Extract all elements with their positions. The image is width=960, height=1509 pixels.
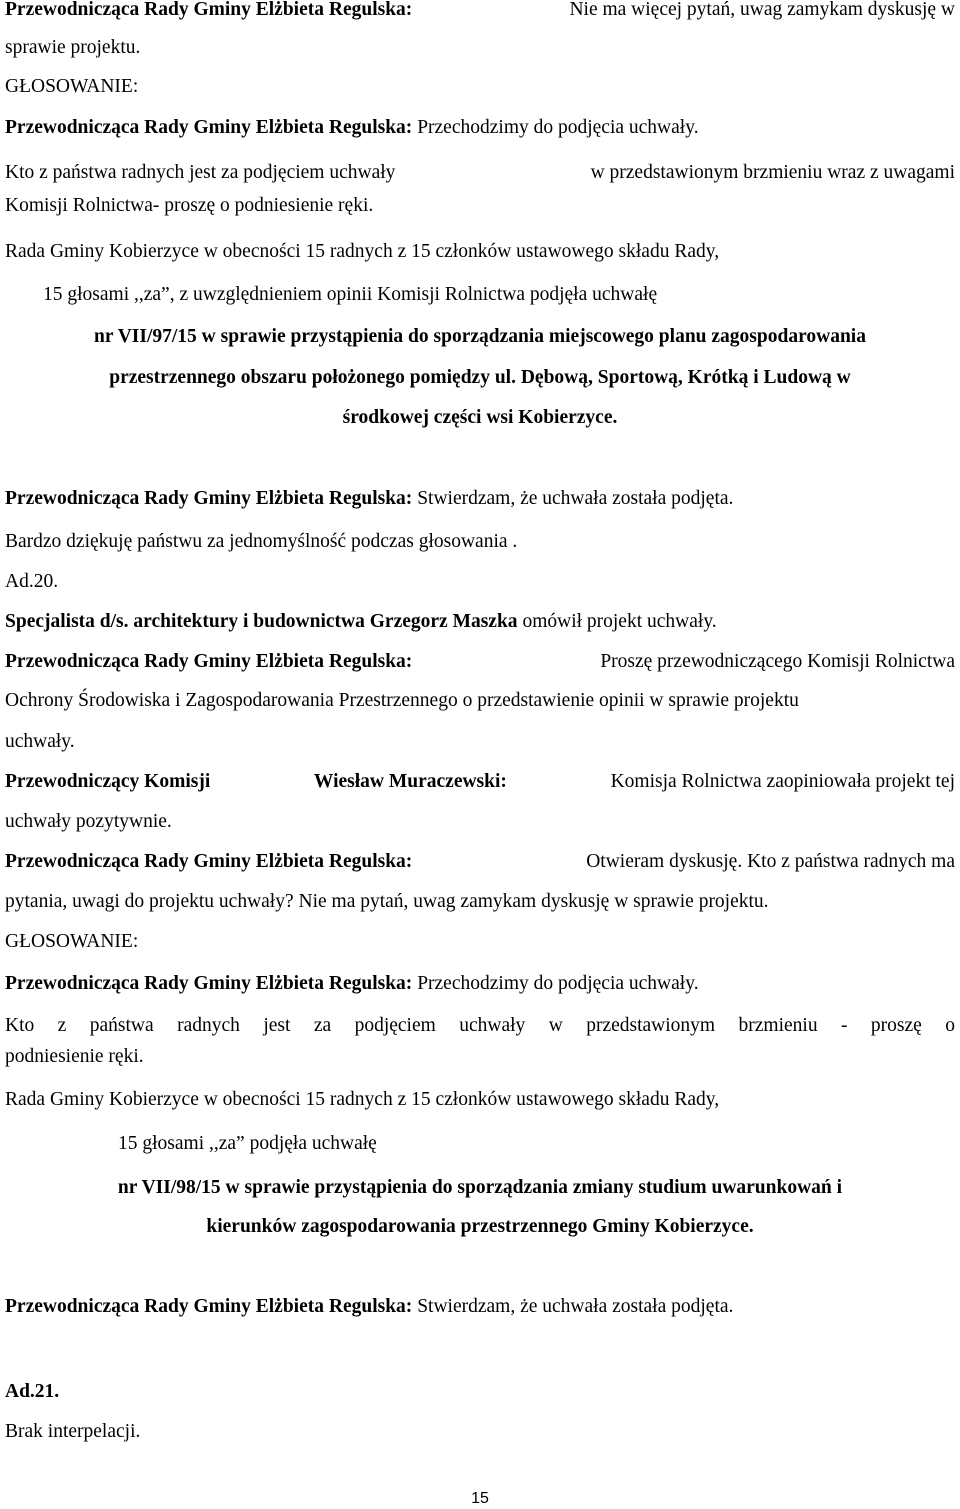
speech-text: Otwieram dyskusję. Kto z państwa radnych ma	[586, 851, 955, 872]
resolution-title: kierunków zagospodarowania przestrzennego Gminy Kobierzyce.	[206, 1216, 754, 1237]
text-line	[5, 772, 955, 792]
text-line	[5, 118, 699, 138]
word: radnych	[177, 1015, 240, 1036]
speaker-name: Przewodnicząca Rady Gminy Elżbieta Regulska:	[5, 651, 413, 672]
text-line	[5, 1297, 733, 1317]
text-line: pytania, uwagi do projektu uchwały? Nie ma pytań, uwag zamykam dyskusję w sprawie projektu.	[5, 891, 769, 912]
speaker-name: Wiesław Muraczewski:	[313, 771, 507, 792]
word: -	[841, 1015, 848, 1036]
speaker-name: Przewodnicząca Rady Gminy Elżbieta Regulska:	[5, 117, 413, 138]
text-line	[5, 612, 717, 632]
text-line: Ochrony Środowiska i Zagospodarowania Przestrzennego o przedstawienie opinii w sprawie projektu	[5, 690, 799, 711]
speech-text: Przechodzimy do podjęcia uchwały.	[417, 117, 699, 138]
agenda-item: Ad.20.	[5, 571, 59, 592]
text-line	[5, 652, 955, 672]
text-line: podniesienie ręki.	[5, 1046, 144, 1067]
text-line	[5, 974, 699, 994]
text-line: Komisji Rolnictwa- proszę o podniesienie ręki.	[5, 195, 374, 216]
resolution-title: nr VII/97/15 w sprawie przystąpienia do sporządzania miejscowego planu zagospodarowania	[94, 326, 866, 347]
word: państwa	[89, 1015, 154, 1036]
speaker-name: Przewodnicząca Rady Gminy Elżbieta Regulska:	[5, 0, 413, 20]
page-number: 15	[471, 1490, 489, 1507]
word: brzmieniu	[738, 1015, 818, 1036]
text-line	[5, 852, 955, 872]
word: z	[57, 1015, 67, 1036]
text-line	[5, 1016, 955, 1036]
speech-text: Stwierdzam, że uchwała została podjęta.	[417, 488, 734, 509]
vote-summary: Rada Gminy Kobierzyce w obecności 15 radnych z 15 członków ustawowego składu Rady,	[5, 1089, 720, 1110]
word: proszę	[870, 1015, 922, 1036]
section-heading: GŁOSOWANIE:	[5, 76, 139, 97]
resolution-title: środkowej części wsi Kobierzyce.	[342, 407, 618, 428]
text-line	[5, 0, 955, 20]
word: w	[548, 1015, 563, 1036]
speaker-name: Przewodnicząca Rady Gminy Elżbieta Regulska:	[5, 851, 413, 872]
vote-result: 15 głosami ,,za”, z uwzględnieniem opinii Komisji Rolnictwa podjęła uchwałę	[43, 284, 658, 305]
speech-text: w przedstawionym brzmieniu wraz z uwagami	[590, 162, 955, 183]
text-line: sprawie projektu.	[5, 37, 141, 58]
section-heading: GŁOSOWANIE:	[5, 931, 139, 952]
word: o	[945, 1015, 955, 1036]
text-line: uchwały.	[5, 731, 75, 752]
word: podjęciem	[354, 1015, 436, 1036]
speaker-name: Przewodnicząca Rady Gminy Elżbieta Regulska:	[5, 973, 413, 994]
speaker-name: Przewodnicząca Rady Gminy Elżbieta Regulska:	[5, 488, 413, 509]
vote-summary: Rada Gminy Kobierzyce w obecności 15 radnych z 15 członków ustawowego składu Rady,	[5, 241, 720, 262]
resolution-title: nr VII/98/15 w sprawie przystąpienia do sporządzania zmiany studium uwarunkowań i	[117, 1177, 843, 1198]
speech-text: Przechodzimy do podjęcia uchwały.	[417, 973, 699, 994]
speaker-name: Specjalista d/s. architektury i budownictwa Grzegorz Maszka	[5, 611, 518, 632]
vote-result: 15 głosami ,,za” podjęła uchwałę	[118, 1133, 377, 1154]
text-line: uchwały pozytywnie.	[5, 811, 172, 832]
word: przedstawionym	[586, 1015, 716, 1036]
text-line: Bardzo dziękuję państwu za jednomyślność podczas głosowania .	[5, 531, 518, 552]
speech-text: Stwierdzam, że uchwała została podjęta.	[417, 1296, 734, 1317]
speech-text: Komisja Rolnictwa zaopiniowała projekt tej	[610, 771, 955, 792]
word: jest	[263, 1015, 291, 1036]
text-line: Brak interpelacji.	[5, 1421, 141, 1442]
resolution-title: przestrzennego obszaru położonego pomiędzy ul. Dębową, Sportową, Krótką i Ludową w	[109, 367, 851, 388]
text-line	[5, 163, 955, 183]
word: za	[313, 1015, 332, 1036]
speaker-name: Przewodniczący Komisji	[5, 771, 211, 792]
speaker-name: Przewodnicząca Rady Gminy Elżbieta Regulska:	[5, 1296, 413, 1317]
speech-text: Nie ma więcej pytań, uwag zamykam dyskusję w	[569, 0, 955, 20]
text-line	[5, 489, 733, 509]
agenda-item: Ad.21.	[5, 1381, 60, 1402]
speech-text: Kto z państwa radnych jest za podjęciem uchwały	[5, 162, 396, 183]
word: uchwały	[459, 1015, 526, 1036]
speech-text: omówił projekt uchwały.	[522, 611, 717, 632]
word: Kto	[5, 1015, 35, 1036]
speech-text: Proszę przewodniczącego Komisji Rolnictwa	[600, 651, 955, 672]
